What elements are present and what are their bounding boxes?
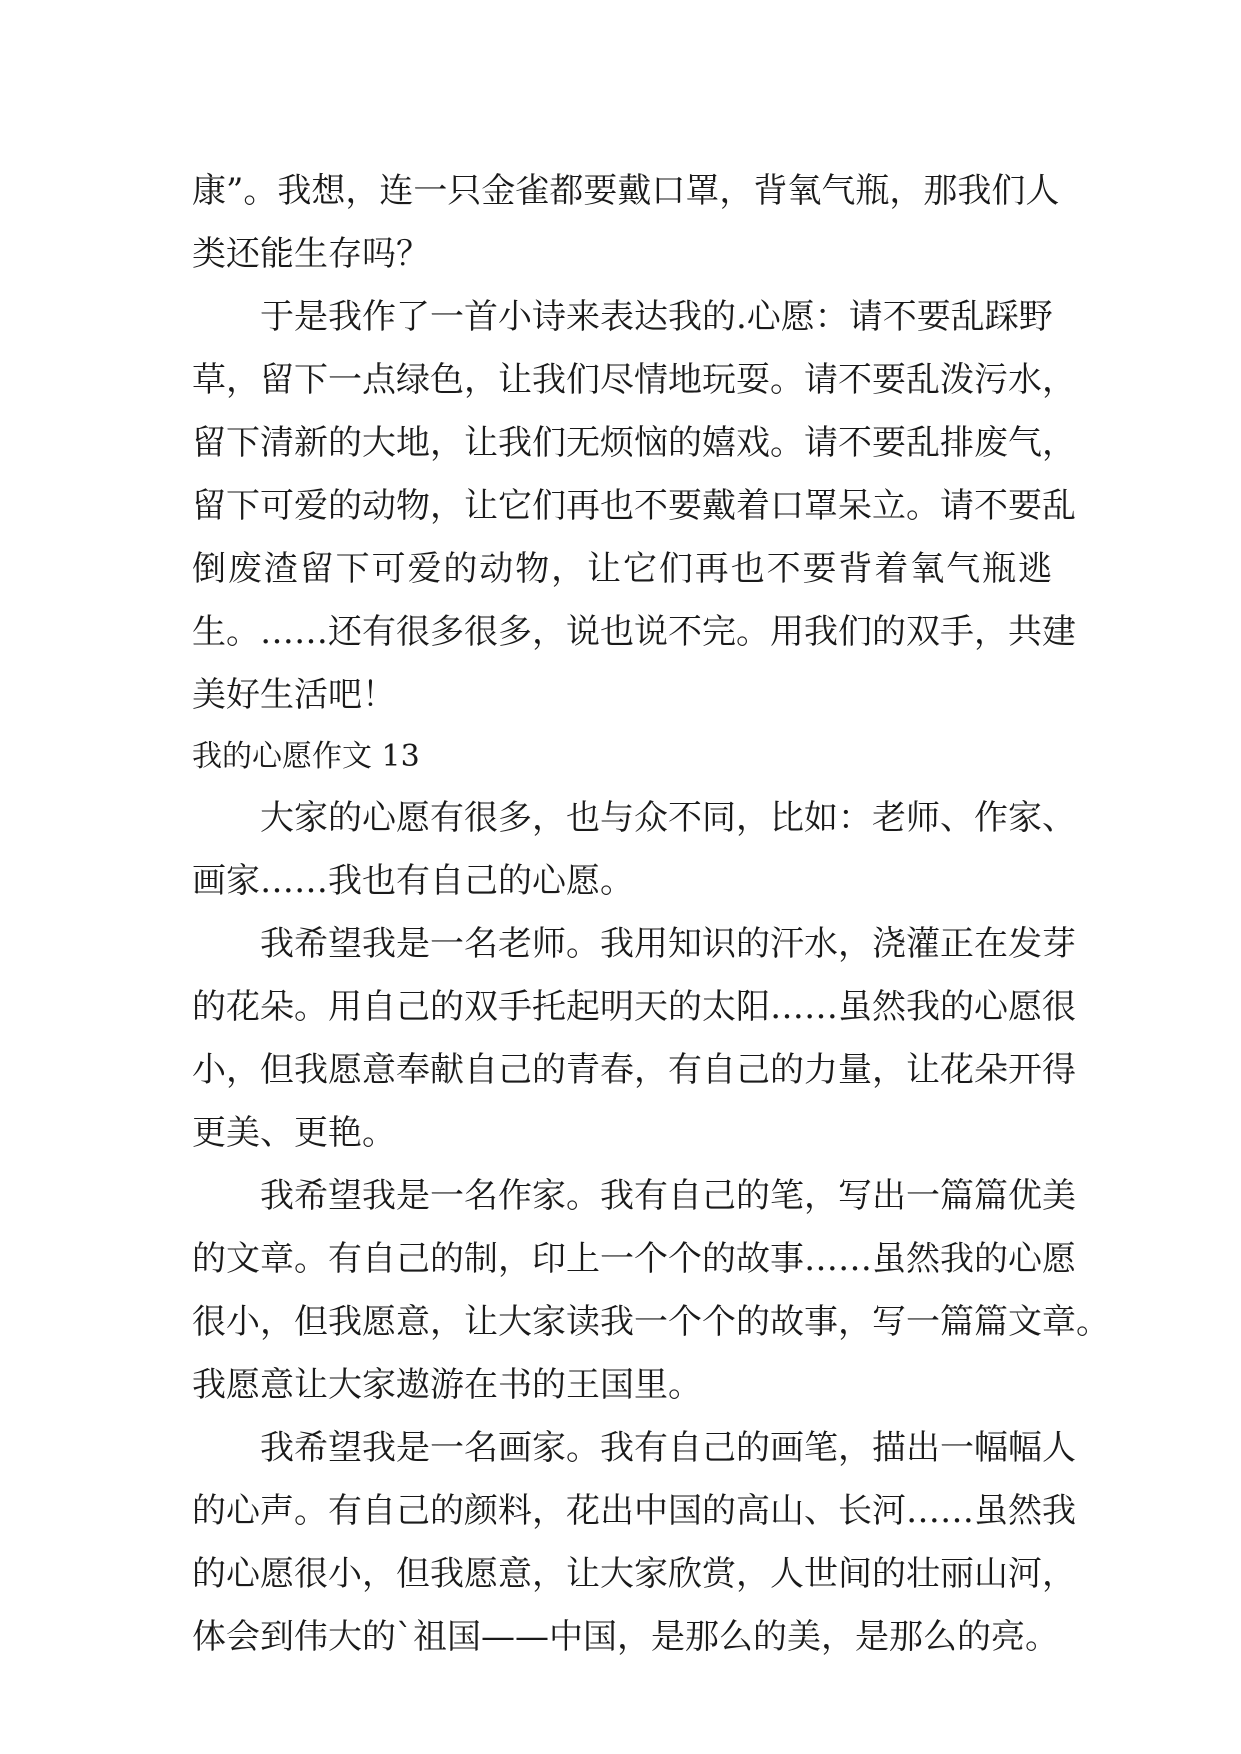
text-line: 很小，但我愿意，让大家读我一个个的故事，写一篇篇文章。 (192, 1302, 1110, 1342)
text-line: 美好生活吧！ (192, 675, 396, 715)
text-line: 康”。我想，连一只金雀都要戴口罩，背氧气瓶，那我们人 (192, 171, 1060, 211)
paragraph-first-line: 我希望我是一名作家。我有自己的笔，写出一篇篇优美 (260, 1176, 1076, 1216)
paragraph-first-line: 我希望我是一名画家。我有自己的画笔，描出一幅幅人 (260, 1428, 1076, 1468)
text-line: 的文章。有自己的制，印上一个个的故事……虽然我的心愿 (192, 1239, 1076, 1279)
text-line: 的花朵。用自己的双手托起明天的太阳……虽然我的心愿很 (192, 987, 1076, 1027)
text-line: 类还能生存吗？ (192, 234, 430, 274)
paragraph-first-line: 于是我作了一首小诗来表达我的.心愿：请不要乱踩野 (260, 297, 1053, 337)
essay-text (192, 160, 1110, 1669)
text-line: 小，但我愿意奉献自己的青春，有自己的力量，让花朵开得 (192, 1050, 1076, 1090)
text-line: 更美、更艳。 (192, 1113, 396, 1153)
text-line: 留下可爱的动物，让它们再也不要戴着口罩呆立。请不要乱 (192, 486, 1076, 526)
text-line: 草，留下一点绿色，让我们尽情地玩耍。请不要乱泼污水， (192, 360, 1076, 400)
text-line: 留下清新的大地，让我们无烦恼的嬉戏。请不要乱排废气， (192, 423, 1076, 463)
text-line: 的心声。有自己的颜料，花出中国的高山、长河……虽然我 (192, 1491, 1076, 1531)
text-line: 的心愿很小，但我愿意，让大家欣赏，人世间的壮丽山河， (192, 1554, 1076, 1594)
text-line: 倒废渣留下可爱的动物，让它们再也不要背着氧气瓶逃 (192, 549, 1052, 589)
section-heading: 我的心愿作文 13 (192, 739, 420, 774)
paragraph-first-line: 大家的心愿有很多，也与众不同，比如：老师、作家、 (260, 798, 1076, 838)
text-line: 生。……还有很多很多，说也说不完。用我们的双手，共建 (192, 612, 1076, 652)
text-line: 画家……我也有自己的心愿。 (192, 861, 634, 901)
text-line: 我愿意让大家遨游在书的王国里。 (192, 1365, 702, 1405)
paragraph-first-line: 我希望我是一名老师。我用知识的汗水，浇灌正在发芽 (260, 924, 1076, 964)
text-line: 体会到伟大的`祖国——中国，是那么的美，是那么的亮。 (192, 1617, 1059, 1657)
